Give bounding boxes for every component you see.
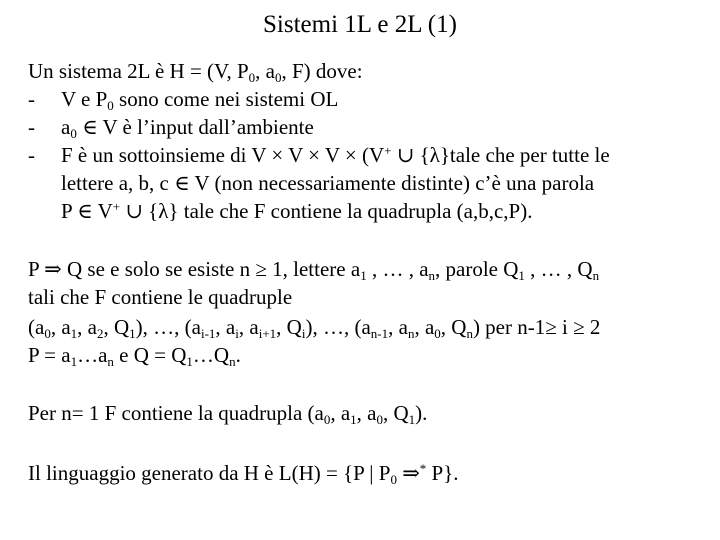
- bullet-marker: -: [28, 87, 35, 111]
- derivation-line: tali che F contiene le quadruple: [28, 285, 293, 309]
- derivation-quadruples: ($a_0$, $a_1$, $a_2$, $Q_1$), …, ($a_{i-1}$, $a_i$, $a_{i+1}$, $Q_i$), …, ($a_{n-1}$, $a_n$, $a_0$, $Q_n$) per n-1≥ i ≥ 2: [28, 315, 601, 341]
- bullet-continuation: lettere a, b, c ∈ V (non necessariamente distinte) c’è una parola: [61, 171, 595, 195]
- language-definition: Il linguaggio generato da H è L(H) = {P | $P_0$ ⇒* P}.: [28, 461, 459, 487]
- bullet-text: V e $P_0$ sono come nei sistemi OL: [61, 87, 339, 113]
- slide-title: Sistemi 1L e 2L (1): [263, 11, 457, 38]
- bullet-marker: -: [28, 143, 35, 167]
- derivation-line: P ⇒ Q se e solo se esiste n ≥ 1, lettere $a_1$ , … , $a_n$, parole $Q_1$ , … , $Q_n$: [28, 257, 600, 283]
- definition-intro: Un sistema 2L è H = (V, $P_0$, $a_0$, F) dove:: [28, 59, 363, 85]
- bullet-marker: -: [28, 115, 35, 139]
- derivation-words: $P = a_1\dots a_n$ e $Q = Q_1\dots Q_n$.: [28, 343, 241, 369]
- bullet-text: F è un sottoinsieme di V × V × V × (V+ ∪ {λ}tale che per tutte le: [61, 143, 610, 167]
- bullet-continuation: P ∈ V+ ∪ {λ} tale che F contiene la quadrupla (a,b,c,P).: [61, 199, 533, 223]
- bullet-text: $a_0$ ∈ V è l’input dall’ambiente: [61, 115, 314, 141]
- case-n1: Per n= 1 F contiene la quadrupla ($a_0$, $a_1$, $a_0$, $Q_1$).: [28, 401, 428, 427]
